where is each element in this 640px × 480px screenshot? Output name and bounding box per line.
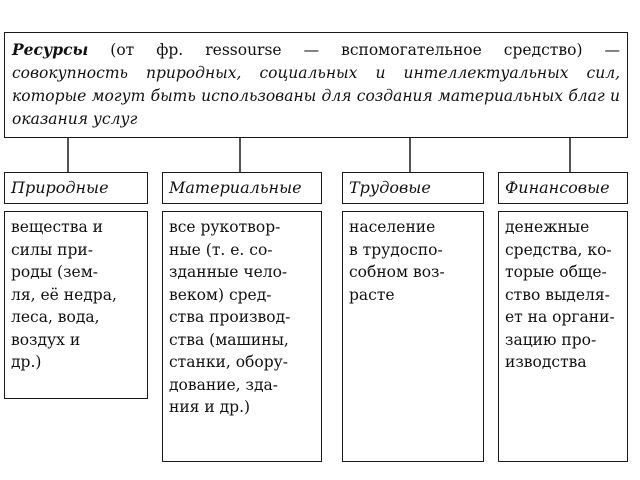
category-description [342,211,484,462]
description-line: ет на органи- [505,308,615,326]
description-line: ля, её недра, [11,285,117,304]
description-line: др.) [11,353,42,371]
category-labor [342,172,484,462]
description-line: дование, зда- [169,375,279,394]
description-line: роды (зем- [11,263,99,281]
category-natural [4,172,148,399]
description-line: расте [349,285,395,304]
category-description [498,211,628,462]
definition-text: совокупность природных, социальных и интеллектуальных сил, которые могут быть использованы для создания материальных благ и оказания услуг [12,64,620,128]
category-title: Материальные [162,172,322,204]
description-line: ные (т. е. со- [169,240,273,259]
description-line: ства производ- [169,308,291,326]
description-line: зацию про- [505,330,597,349]
category-material [162,172,322,462]
description-line: ства (машины, [169,330,289,349]
description-line: воздух и [11,330,81,349]
description-line: денежные [505,218,590,236]
category-description [162,211,322,462]
category-financial [498,172,628,462]
description-line: в трудоспо- [349,240,443,259]
description-line: ния и др.) [169,398,251,416]
description-line: изводства [505,353,587,371]
description-line: силы при- [11,240,93,259]
description-line: собном воз- [349,263,445,281]
description-line: станки, обору- [169,353,288,371]
description-line: все рукотвор- [169,218,281,236]
description-line: средства, ко- [505,240,612,259]
description-line: леса, вода, [11,308,100,326]
category-title: Природные [4,172,148,204]
description-line: зданные чело- [169,263,288,281]
description-line: население [349,218,436,236]
definition-term: Ресурсы [12,40,89,59]
description-line: веком) сред- [169,285,272,304]
definition-etymology: (от фр. ressourse — вспомогательное средство) — [88,41,620,59]
category-title: Финансовые [498,172,628,204]
description-line: вещества и [11,218,103,236]
description-line: ство выделя- [505,285,610,304]
definition-box [4,32,628,138]
category-description [4,211,148,399]
description-line: торые обще- [505,263,607,281]
category-title: Трудовые [342,172,484,204]
